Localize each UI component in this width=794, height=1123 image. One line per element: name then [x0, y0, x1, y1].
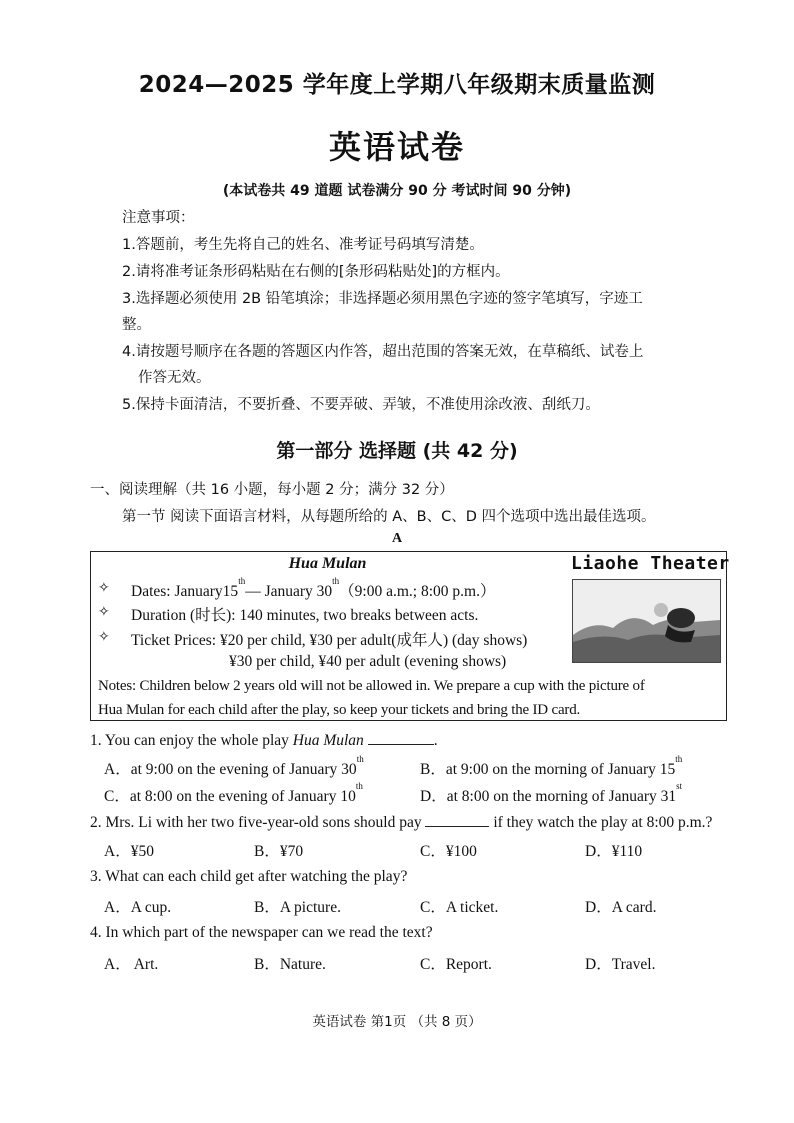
- exam-info: (本试卷共 49 道题 试卷满分 90 分 考试时间 90 分钟): [222, 183, 572, 199]
- q1-a-label: A．: [104, 761, 131, 778]
- q3-option-c: C．A ticket.: [420, 899, 499, 916]
- ad-duration: Duration (时长): 140 minutes, two breaks between acts.: [131, 607, 479, 624]
- q1-d-sup: st: [676, 781, 683, 791]
- q4-option-d: D．Travel.: [585, 956, 656, 973]
- question-2: [90, 812, 712, 832]
- page-footer: 英语试卷 第1页 （共 8 页）: [312, 1014, 482, 1030]
- q3-option-a: A．A cup.: [104, 899, 172, 916]
- q1-stem-end: .: [433, 732, 438, 749]
- question-3: 3. What can each child get after watching the play?: [90, 868, 408, 885]
- q4-option-b: B．Nature.: [254, 956, 326, 973]
- q1-d-text: at 8:00 on the morning of January 31: [446, 788, 677, 805]
- q2-stem: 2. Mrs. Li with her two five-year-old sons should pay: [90, 814, 422, 831]
- q1-stem-italic: Hua Mulan: [292, 732, 364, 749]
- ad-notes-1: Notes: Children below 2 years old will not be allowed in. We prepare a cup with the picture of: [98, 678, 645, 694]
- q1-option-b: [420, 754, 683, 779]
- dates-sup-1: th: [238, 576, 246, 586]
- theater-name: Liaohe Theater: [571, 553, 730, 574]
- ad-prices-evening: ¥30 per child, ¥40 per adult (evening shows): [229, 653, 507, 670]
- q4-option-c: C．Report.: [420, 956, 492, 973]
- theater-image: [572, 579, 721, 663]
- note-item-1: 1.答题前，考生先将自己的姓名、准考证号码填写清楚。: [122, 237, 484, 253]
- q1-option-d: [420, 781, 683, 806]
- q1-stem: 1. You can enjoy the whole play: [90, 732, 293, 749]
- note-item-2: 2.请将准考证条形码粘贴在右侧的[条形码粘贴处]的方框内。: [122, 264, 510, 280]
- question-1: [90, 730, 438, 750]
- answer-blank: [368, 730, 434, 745]
- note-item-3: 3.选择题必须使用 2B 铅笔填涂；非选择题必须用黑色字迹的签字笔填写，字迹工: [122, 291, 643, 307]
- q2-option-b: B．¥70: [254, 843, 304, 860]
- dates-start: Dates: January15: [131, 583, 239, 600]
- q1-a-text: at 9:00 on the evening of January 30: [130, 761, 357, 778]
- question-4: 4. In which part of the newspaper can we read the text?: [90, 924, 433, 941]
- bullet-icon: ✧: [98, 604, 110, 620]
- note-item-4: 4.请按题号顺序在各题的答题区内作答，超出范围的答案无效，在草稿纸、试卷上: [122, 344, 644, 360]
- q1-b-label: B．: [420, 761, 446, 778]
- dates-end: — January 30: [245, 583, 333, 600]
- subject-title: 英语试卷: [328, 128, 465, 166]
- q2-option-c: C．¥100: [420, 843, 477, 860]
- q3-option-d: D．A card.: [585, 899, 657, 916]
- note-item-3-cont: 整。: [122, 317, 151, 333]
- bullet-icon: ✧: [98, 580, 110, 596]
- q1-option-a: [104, 754, 364, 779]
- ad-notes-2: Hua Mulan for each child after the play, so keep your tickets and bring the ID card.: [98, 702, 581, 718]
- q1-a-sup: th: [356, 754, 364, 764]
- note-item-5: 5.保持卡面清洁，不要折叠、不要弄破、弄皱，不准使用涂改液、刮纸刀。: [122, 397, 600, 413]
- exam-title: 2024—2025 学年度上学期八年级期末质量监测: [138, 72, 656, 98]
- q1-c-sup: th: [355, 781, 363, 791]
- q1-c-label: C．: [104, 788, 130, 805]
- note-item-4-cont: 作答无效。: [138, 370, 211, 386]
- q2-option-a: A．¥50: [104, 843, 154, 860]
- q1-b-sup: th: [675, 754, 683, 764]
- bullet-icon: ✧: [98, 629, 110, 645]
- reading-heading: 一、阅读理解（共 16 小题，每小题 2 分；满分 32 分）: [90, 482, 454, 498]
- play-title: Hua Mulan: [288, 555, 367, 572]
- q1-b-text: at 9:00 on the morning of January 15: [445, 761, 676, 778]
- dates-times: （9:00 a.m.; 8:00 p.m.）: [339, 583, 496, 600]
- ad-dates: [131, 576, 496, 601]
- passage-label: A: [391, 531, 403, 546]
- notes-heading: 注意事项：: [122, 210, 195, 226]
- q2-option-d: D．¥110: [585, 843, 643, 860]
- part-one-title: 第一部分 选择题 (共 42 分): [276, 440, 518, 462]
- q1-c-text: at 8:00 on the evening of January 10: [129, 788, 356, 805]
- q4-option-a: A． Art.: [104, 956, 159, 973]
- q2-stem-end: if they watch the play at 8:00 p.m.?: [493, 814, 713, 831]
- q3-option-b: B．A picture.: [254, 899, 341, 916]
- reading-instruction: 第一节 阅读下面语言材料，从每题所给的 A、B、C、D 四个选项中选出最佳选项。: [122, 509, 656, 525]
- answer-blank: [425, 812, 489, 827]
- dates-sup-2: th: [332, 576, 340, 586]
- ad-prices-day: Ticket Prices: ¥20 per child, ¥30 per adult(成年人) (day shows): [131, 632, 528, 649]
- q1-option-c: [104, 781, 363, 806]
- stage-scene-image: [573, 580, 720, 662]
- q1-d-label: D．: [420, 788, 447, 805]
